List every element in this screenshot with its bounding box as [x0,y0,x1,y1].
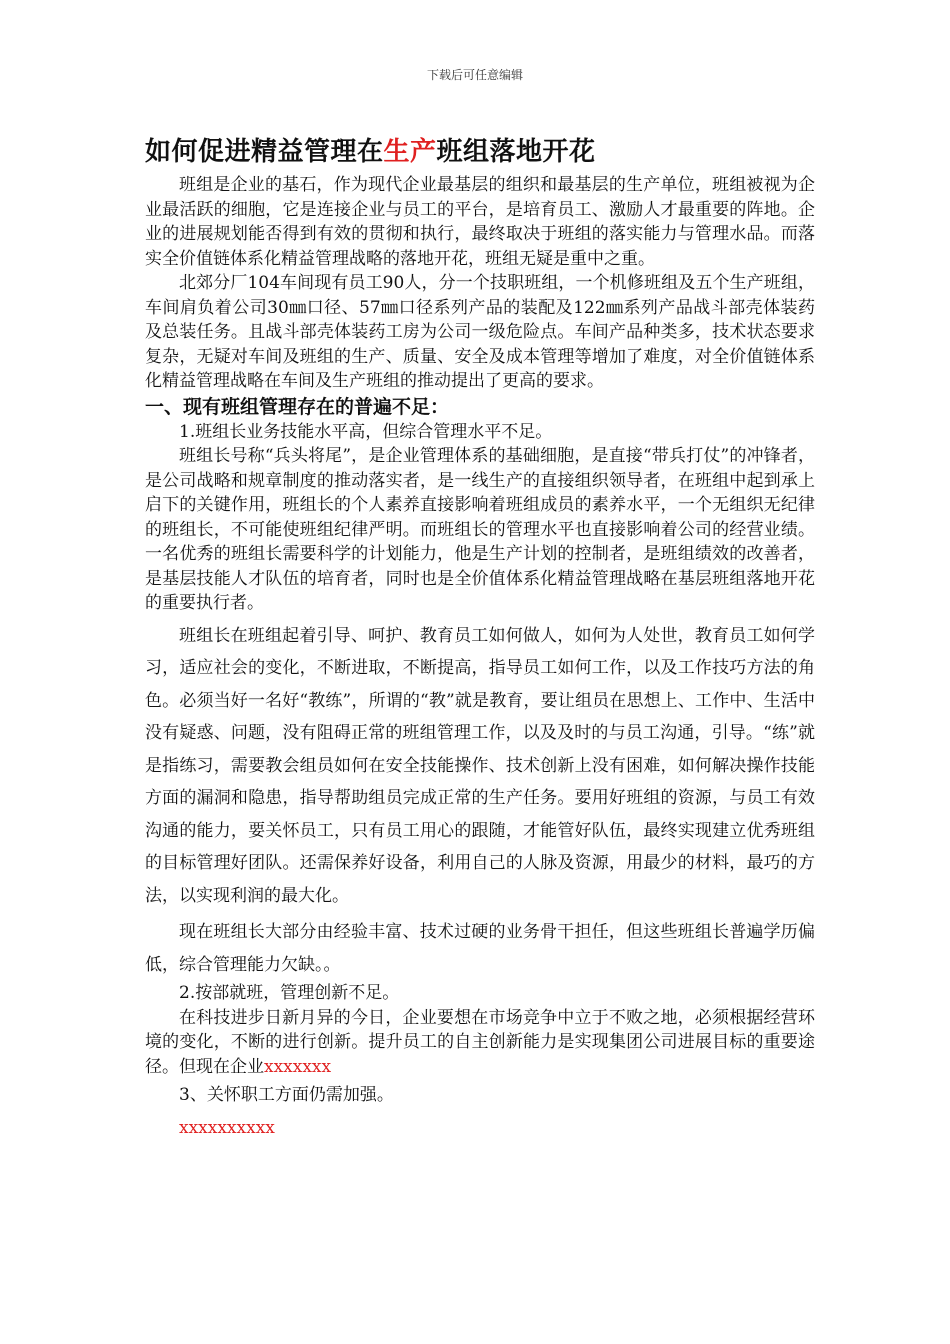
care-placeholder: xxxxxxxxxx [179,1117,275,1138]
header-note: 下载后可任意编辑 [426,68,523,82]
list-item-1: 1.班组长业务技能水平高，但综合管理水平不足。 [179,421,553,442]
innovation-placeholder: xxxxxxx [264,1056,332,1077]
paragraph-workshop: 北郊分厂104车间现有员工90人，分一个技职班组，一个机修班组及五个生产班组，车间肩负着公司30㎜口径、57㎜口径系列产品的装配及122㎜系列产品战斗部壳体装药及总装任务。且战斗部壳体装药工房为公司一级危险点。车间产品种类多，技术状态要求复杂，无疑对车间及班组的生产、质量、安全及成本管理等增加了难度，对全价值链体系化精益管理战略在车间及生产班组的推动提出了更高的要求。 [145,273,815,391]
document-title [145,133,815,171]
innovation-text: 在科技进步日新月异的今日，企业要想在市场竞争中立于不败之地，必须根据经营环境的变化，不断的进行创新。提升员工的自主创新能力是实现集团公司进展目标的重要途径。但现在企业 [145,1007,815,1077]
paragraph-intro: 班组是企业的基石，作为现代企业最基层的组织和最基层的生产单位，班组被视为企业最活跃的细胞，它是连接企业与员工的平台，是培育员工、激励人才最重要的阵地。企业的进展规划能否得到有效的贯彻和执行，最终取决于班组的落实能力与管理水品。而落实全价值链体系化精益管理战略的落地开花，班组无疑是重中之重。 [145,175,815,269]
paragraph-innovation [145,1006,815,1080]
paragraph-coach: 班组长在班组起着引导、呵护、教育员工如何做人，如何为人处世，教育员工如何学习，适应社会的变化，不断进取，不断提高，指导员工如何工作，以及工作技巧方法的角色。必须当好一名好“教练”，所谓的“教”就是教育，要让组员在思想上、工作中、生活中没有疑惑、问题，没有阻碍正常的班组管理工作，以及及时的与员工沟通，引导。“练”就是指练习，需要教会组员如何在安全技能操作、技术创新上没有困难，如何解决操作技能方面的漏洞和隐患，指导帮助组员完成正常的生产任务。要用好班组的资源，与员工有效沟通的能力，要关怀员工，只有员工用心的跟随，才能管好队伍，最终实现建立优秀班组的目标管理好团队。还需保养好设备，利用自己的人脉及资源，用最少的材料，最巧的方法，以实现利润的最大化。 [145,625,815,906]
document-body [145,133,815,1140]
title-part1: 如何促进精益管理在 [145,137,384,167]
title-part3: 班组落地开花 [436,137,596,167]
paragraph-current-status: 现在班组长大部分由经验丰富、技术过硬的业务骨干担任，但这些班组长普遍学历偏低，综合管理能力欠缺。。 [145,922,815,975]
list-item-3: 3、关怀职工方面仍需加强。 [179,1085,394,1105]
section-heading-1: 一、现有班组管理存在的普遍不足： [145,395,450,418]
title-highlight: 生产 [383,137,437,167]
paragraph-team-leader: 班组长号称“兵头将尾”，是企业管理体系的基础细胞，是直接“带兵打仗”的冲锋者，是公司战略和规章制度的推动落实者，是一线生产的直接组织领导者，在班组中起到承上启下的关键作用，班组长的个人素养直接影响着班组成员的素养水平，一个无组织无纪律的班组长，不可能使班组纪律严明。而班组长的管理水平也直接影响着公司的经营业绩。一名优秀的班组长需要科学的计划能力，他是生产计划的控制者，是班组绩效的改善者，是基层技能人才队伍的培育者，同时也是全价值体系化精益管理战略在基层班组落地开花的重要执行者。 [145,446,815,613]
list-item-2: 2.按部就班，管理创新不足。 [179,983,400,1003]
